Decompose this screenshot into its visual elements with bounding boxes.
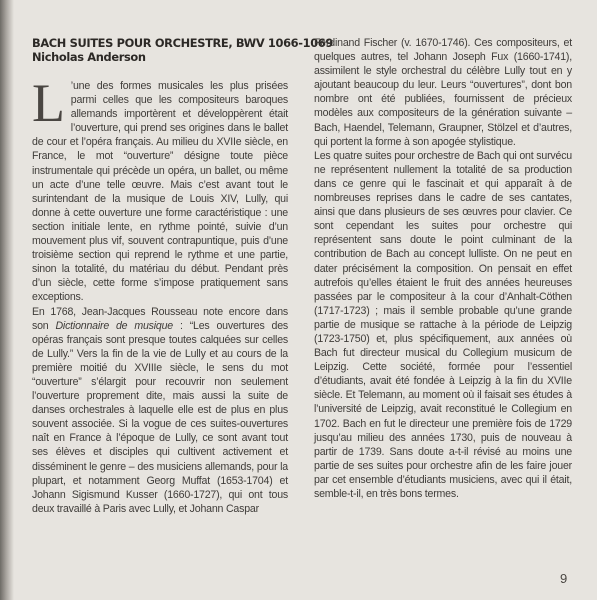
right-column [314, 36, 572, 501]
book-title-italic: Dictionnaire de musique [55, 319, 173, 332]
drop-cap: L [32, 73, 65, 133]
paragraph-bach-suites: Les quatre suites pour orchestre de Bach qui ont survécu ne représentent nullement la totalité de sa production dans ce genre qui le fascinait et qui apparaît à de nombreuses reprises dans le cadre de ses cantates, ainsi que dans plusieurs de ses œuvres pour clavier. Ce sont cependant les suites pour orchestre qui représentent sans doute le point culminant de la contribution de Bach au concept lulliste. On ne peut en dater précisément la composition. On pensait en effet autrefois qu’elles étaient le fruit des années heureuses passées par le compositeur à la cour d’Anhalt-Cöthen (1717-1723) ; mais il semble probable qu’une grande partie de musique se rattache à la période de Leipzig (1723-1750) et, plus spécifiquement, aux années où Bach fut directeur musical du Collegium musicum de Leipzig. Cette société, formée pour l’essentiel d’étudiants, avait été fondée à Leipzig à la fin du XVIIe siècle. Et Telemann, au moment où il faisait ses études à l’université de Leipzig, avait reconstitué le Collegium en 1702. Bach en fut le directeur une première fois de 1729 jusqu’au milieu des années 1730, puis de nouveau à partir de 1739. Sans doute a-t-il révisé au moins une partie de ses suites pour orchestre afin de les faire jouer par cet ensemble d’étudiants musiciens, avec qui il était, semble-t-il, en très bons termes. [314, 149, 572, 500]
article-author: Nicholas Anderson [32, 50, 146, 64]
paragraph-rousseau-rest: : “Les ouvertures des opéras français sont presque toutes calquées sur celles de Lully.” Vers la fin de la vie de Lully et au cours de la première moitié du XVIIIe siècle, le sens du mot “ouverture” s’élargit pour recouvrir non seulement l’ouverture proprement dite, mais aussi la suite de danses orchestrales à laquelle elle est de plus en plus souvent associée. Si la vogue de ces suites-ouvertures naît en France à l’époque de Lully, ce sont avant tout ses élèves et disciples qui cultivent activement et disséminent le genre – des musiciens allemands, pour la plupart, et notamment Georg Muffat (1653-1704) et Johann Sigismund Kusser (1660-1727), qui ont tous deux travaillé à Paris avec Lully, et Johann Caspar [32, 319, 288, 515]
page-number: 9 [560, 571, 568, 586]
paragraph-rousseau [32, 305, 288, 516]
paragraph-continuation: Ferdinand Fischer (v. 1670-1746). Ces compositeurs, et quelques autres, tel Johann Joseph Fux (1660-1741), assimilent le style orchestral du célèbre Lully tout en y ajoutant beaucoup du leur. Leurs “ouvertures”, dont bon nombre ont été publiées, fournissent de précieux modèles aux compositeurs de la génération suivante – Bach, Haendel, Telemann, Graupner, Stölzel et d’autres, qui portent la forme à son apogée stylistique. [314, 37, 572, 148]
paragraph-intro-text: ’une des formes musicales les plus prisées parmi celles que les compositeurs baroques allemands importèrent et développèrent était l’ouverture, qui prend ses origines dans le ballet de cour et l’opéra français. Au milieu du XVIIe siècle, en France, le mot “ouverture” désigne toute pièce instrumentale qui précède un opéra, un ballet, ou même un acte d’une telle œuvre. Mais c’est avant tout le surintendant de la musique de Louis XIV, Lully, qui donne à cette ouverture une forme caractéristique : une section initiale lente, en rythme pointé, suivie d’un mouvement plus vif, souvent contrapuntique, puis d’une troisième section qui reprend le rythme et une partie, sinon la totalité, du matériau du début. Pendant près d’un siècle, cette forme s’impose pratiquement sans exceptions. [32, 80, 288, 304]
paragraph-intro [32, 73, 288, 305]
left-column [32, 36, 333, 516]
paragraph-rousseau-start: En 1768, Jean-Jacques Rousseau note encore dans son [32, 305, 288, 332]
page-gutter-shadow [0, 0, 14, 600]
article-title: BACH SUITES POUR ORCHESTRE, BWV 1066-1069 [32, 36, 333, 50]
